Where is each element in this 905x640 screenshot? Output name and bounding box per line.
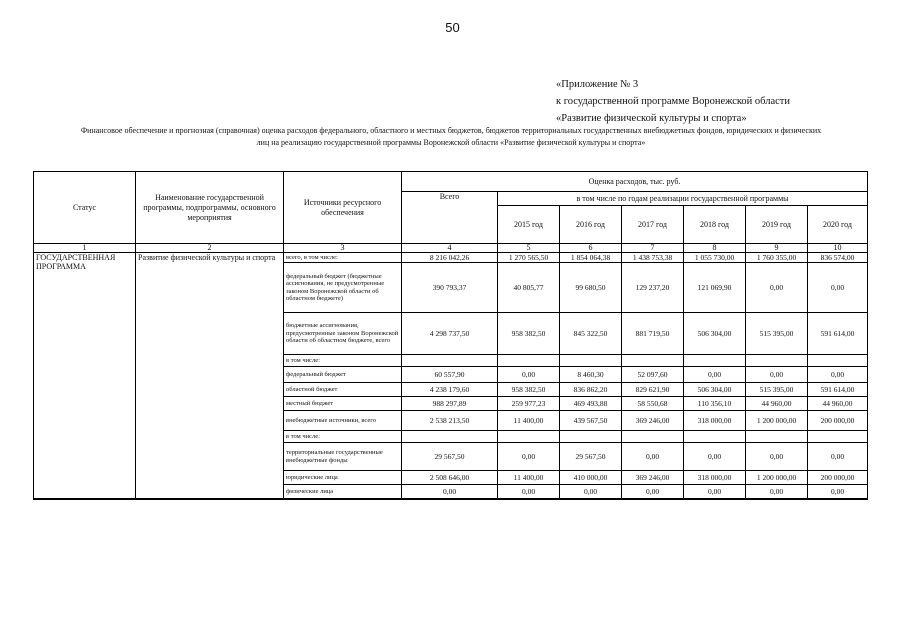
header-year: 2016 год xyxy=(560,206,622,244)
value-cell: 8 460,30 xyxy=(560,367,622,383)
value-cell: 4 298 737,50 xyxy=(402,313,498,355)
value-cell: 0,00 xyxy=(746,367,808,383)
column-number: 8 xyxy=(684,244,746,253)
value-cell: 881 719,50 xyxy=(622,313,684,355)
value-cell: 829 621,90 xyxy=(622,383,684,397)
value-cell: 0,00 xyxy=(808,485,868,499)
source-cell: всего, в том числе: xyxy=(284,253,402,263)
value-cell: 0,00 xyxy=(684,367,746,383)
value-cell: 58 550,68 xyxy=(622,397,684,411)
value-cell xyxy=(402,431,498,443)
value-cell: 0,00 xyxy=(746,263,808,313)
value-cell: 410 000,00 xyxy=(560,471,622,485)
column-number: 9 xyxy=(746,244,808,253)
source-cell: внебюджетные источники, всего xyxy=(284,411,402,431)
value-cell xyxy=(684,355,746,367)
header-year: 2020 год xyxy=(808,206,868,244)
header-source: Источники ресурсного обеспечения xyxy=(284,172,402,244)
source-cell: федеральный бюджет (бюджетные ассигнования, не предусмотренные законом Воронежской области об областном бюджете) xyxy=(284,263,402,313)
value-cell: 1 270 565,50 xyxy=(498,253,560,263)
value-cell: 1 438 753,38 xyxy=(622,253,684,263)
value-cell: 0,00 xyxy=(684,485,746,499)
value-cell: 439 567,50 xyxy=(560,411,622,431)
value-cell: 469 493,88 xyxy=(560,397,622,411)
value-cell: 0,00 xyxy=(498,443,560,471)
header-year: 2019 год xyxy=(746,206,808,244)
header-year: 2018 год xyxy=(684,206,746,244)
value-cell: 259 977,23 xyxy=(498,397,560,411)
value-cell: 369 246,00 xyxy=(622,471,684,485)
column-number: 3 xyxy=(284,244,402,253)
value-cell: 591 614,00 xyxy=(808,313,868,355)
value-cell: 958 382,50 xyxy=(498,313,560,355)
value-cell: 0,00 xyxy=(402,485,498,499)
value-cell xyxy=(622,431,684,443)
source-cell: физические лица xyxy=(284,485,402,499)
value-cell: 0,00 xyxy=(498,367,560,383)
value-cell: 836 574,00 xyxy=(808,253,868,263)
value-cell xyxy=(746,355,808,367)
value-cell: 318 000,00 xyxy=(684,411,746,431)
value-cell: 0,00 xyxy=(808,263,868,313)
value-cell: 1 055 730,00 xyxy=(684,253,746,263)
header-year: 2017 год xyxy=(622,206,684,244)
program-name-cell: Развитие физической культуры и спорта xyxy=(136,253,284,499)
value-cell: 506 304,00 xyxy=(684,313,746,355)
source-cell: в том числе: xyxy=(284,431,402,443)
source-cell: федеральный бюджет xyxy=(284,367,402,383)
value-cell: 958 382,50 xyxy=(498,383,560,397)
title-line-1: Финансовое обеспечение и прогнозная (справочная) оценка расходов федерального, областного и местных бюджетов, бюджетов территориальных государственных внебюджетных фондов, юридических и физических xyxy=(80,126,822,135)
value-cell xyxy=(622,355,684,367)
value-cell: 110 356,10 xyxy=(684,397,746,411)
column-number: 6 xyxy=(560,244,622,253)
value-cell xyxy=(498,355,560,367)
value-cell: 121 069,90 xyxy=(684,263,746,313)
value-cell: 0,00 xyxy=(746,443,808,471)
value-cell xyxy=(498,431,560,443)
value-cell: 129 237,20 xyxy=(622,263,684,313)
column-number: 10 xyxy=(808,244,868,253)
value-cell: 1 200 000,00 xyxy=(746,411,808,431)
appendix-line-1: «Приложение № 3 xyxy=(556,79,639,90)
value-cell: 1 854 064,38 xyxy=(560,253,622,263)
value-cell: 845 322,50 xyxy=(560,313,622,355)
page-number: 50 xyxy=(445,20,460,35)
source-cell: в том числе: xyxy=(284,355,402,367)
header-program-name: Наименование государственной программы, подпрограммы, основного мероприятия xyxy=(136,172,284,244)
value-cell: 515 395,00 xyxy=(746,383,808,397)
value-cell xyxy=(808,355,868,367)
column-number: 2 xyxy=(136,244,284,253)
header-estimate: Оценка расходов, тыс. руб. xyxy=(402,172,868,192)
value-cell: 200 000,00 xyxy=(808,411,868,431)
source-cell: территориальные государственные внебюджетные фонды xyxy=(284,443,402,471)
column-numbers-row xyxy=(34,244,868,253)
value-cell: 52 097,60 xyxy=(622,367,684,383)
value-cell: 8 216 042,26 xyxy=(402,253,498,263)
value-cell: 11 400,00 xyxy=(498,411,560,431)
column-number: 1 xyxy=(34,244,136,253)
value-cell xyxy=(560,355,622,367)
value-cell: 988 297,89 xyxy=(402,397,498,411)
value-cell: 99 680,50 xyxy=(560,263,622,313)
value-cell: 836 862,20 xyxy=(560,383,622,397)
header-year: 2015 год xyxy=(498,206,560,244)
table-row xyxy=(34,253,868,263)
value-cell xyxy=(402,355,498,367)
source-cell: юридические лица xyxy=(284,471,402,485)
value-cell: 200 000,00 xyxy=(808,471,868,485)
value-cell: 60 557,90 xyxy=(402,367,498,383)
value-cell: 0,00 xyxy=(622,485,684,499)
appendix-heading xyxy=(556,76,790,127)
value-cell: 1 200 000,00 xyxy=(746,471,808,485)
value-cell xyxy=(746,431,808,443)
value-cell: 0,00 xyxy=(498,485,560,499)
value-cell: 29 567,50 xyxy=(560,443,622,471)
value-cell: 0,00 xyxy=(622,443,684,471)
value-cell xyxy=(808,431,868,443)
header-status: Статус xyxy=(34,172,136,244)
value-cell: 369 246,00 xyxy=(622,411,684,431)
value-cell: 1 760 355,00 xyxy=(746,253,808,263)
value-cell: 390 793,37 xyxy=(402,263,498,313)
column-number: 7 xyxy=(622,244,684,253)
column-number: 5 xyxy=(498,244,560,253)
value-cell: 506 304,00 xyxy=(684,383,746,397)
source-cell: областной бюджет xyxy=(284,383,402,397)
value-cell: 44 960,00 xyxy=(808,397,868,411)
title-line-2: лиц на реализацию государственной программы Воронежской области «Развитие физической культуры и спорта» xyxy=(256,138,646,147)
status-cell: ГОСУДАРСТВЕННАЯ ПРОГРАММА xyxy=(34,253,136,499)
appendix-line-2: к государственной программе Воронежской области xyxy=(556,96,791,107)
column-number: 4 xyxy=(402,244,498,253)
value-cell: 0,00 xyxy=(808,367,868,383)
source-cell: местный бюджет xyxy=(284,397,402,411)
value-cell: 0,00 xyxy=(808,443,868,471)
value-cell: 2 508 646,00 xyxy=(402,471,498,485)
header-total: Всего xyxy=(402,192,498,244)
header-by-year: в том числе по годам реализации государственной программы xyxy=(498,192,868,206)
value-cell: 318 000,00 xyxy=(684,471,746,485)
value-cell: 40 805,77 xyxy=(498,263,560,313)
value-cell: 29 567,50 xyxy=(402,443,498,471)
document-title xyxy=(36,125,866,149)
value-cell: 0,00 xyxy=(746,485,808,499)
value-cell: 591 614,00 xyxy=(808,383,868,397)
budget-table xyxy=(33,171,868,500)
value-cell: 4 238 179,60 xyxy=(402,383,498,397)
value-cell: 0,00 xyxy=(684,443,746,471)
value-cell: 0,00 xyxy=(560,485,622,499)
value-cell: 2 538 213,50 xyxy=(402,411,498,431)
value-cell: 11 400,00 xyxy=(498,471,560,485)
source-cell: бюджетные ассигнования, предусмотренные законом Воронежской области об областном бюджете, всего xyxy=(284,313,402,355)
value-cell xyxy=(684,431,746,443)
value-cell: 44 960,00 xyxy=(746,397,808,411)
appendix-line-3: «Развитие физической культуры и спорта» xyxy=(556,113,747,124)
value-cell xyxy=(560,431,622,443)
value-cell: 515 395,00 xyxy=(746,313,808,355)
